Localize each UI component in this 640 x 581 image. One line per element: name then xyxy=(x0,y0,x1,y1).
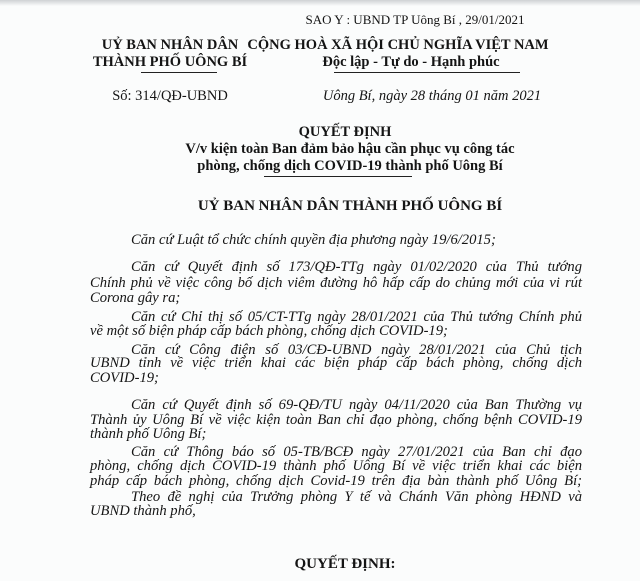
authority: UỶ BAN NHÂN DÂN THÀNH PHỐ UÔNG BÍ xyxy=(197,198,503,214)
subject-line2: phòng, chống dịch COVID-19 thành phố Uông Bí xyxy=(197,158,503,174)
place-date: Uông Bí, ngày 28 tháng 01 năm 2021 xyxy=(322,88,542,104)
basis-line: Thành ủy Uông Bí về việc kiện toàn Ban chỉ đạo phòng, chống bệnh COVID-19 xyxy=(90,412,582,428)
decision-heading: QUYẾT ĐỊNH: xyxy=(294,556,396,572)
basis-line: Theo đề nghị của Trưởng phòng Y tế và Chánh Văn phòng HĐND và xyxy=(131,489,582,505)
document-number: Số: 314/QĐ-UBND xyxy=(112,88,228,104)
basis-line: COVID-19; xyxy=(90,370,159,386)
document-heading: QUYẾT ĐỊNH xyxy=(298,124,392,140)
basis-line: Chính phủ về việc công bố dịch viêm đường hô hấp cấp do chủng mới của vi rút xyxy=(90,275,582,291)
basis-line: UBND thành phố, xyxy=(90,503,196,519)
basis-line: UBND tỉnh về việc triển khai các biện pháp cấp bách phòng, chống dịch xyxy=(90,355,582,371)
copy-stamp: SAO Y : UBND TP Uông Bí , 29/01/2021 xyxy=(305,12,525,27)
motto-underline xyxy=(334,72,520,73)
basis-line: về một số biện pháp cấp bách phòng, chống dịch COVID-19; xyxy=(90,323,448,339)
basis-line: Căn cứ Quyết định số 69-QĐ/TU ngày 04/11/2020 của Ban Thường vụ xyxy=(131,397,582,413)
issuer-line2: THÀNH PHỐ UÔNG BÍ xyxy=(92,54,248,70)
national-title: CỘNG HOÀ XÃ HỘI CHỦ NGHĨA VIỆT NAM xyxy=(247,37,549,53)
subject-underline xyxy=(264,176,412,177)
national-motto: Độc lập - Tự do - Hạnh phúc xyxy=(322,54,500,70)
basis-line: Corona gây ra; xyxy=(90,290,181,306)
issuer-line1: UỶ BAN NHÂN DÂN xyxy=(101,37,239,53)
subject-line1: V/v kiện toàn Ban đảm bảo hậu cần phục vụ công tác xyxy=(185,141,515,157)
scan-edge xyxy=(0,0,640,6)
issuer-underline xyxy=(141,72,217,73)
basis-line: Căn cứ Luật tổ chức chính quyền địa phương ngày 19/6/2015; xyxy=(131,232,496,248)
basis-line: Căn cứ Chỉ thị số 05/CT-TTg ngày 28/01/2021 của Thủ tướng Chính phủ xyxy=(131,309,582,325)
basis-line: thành phố Uông Bí; xyxy=(90,426,207,442)
basis-line: Căn cứ Công điện số 03/CĐ-UBND ngày 28/01/2021 của Chủ tịch xyxy=(131,342,582,358)
basis-line: phòng, chống dịch COVID-19 thành phố Uông Bí về việc triển khai các biện xyxy=(90,458,582,474)
basis-line: pháp cấp bách phòng, chống dịch Covid-19 trên địa bàn thành phố Uông Bí; xyxy=(90,473,582,489)
basis-line: Căn cứ Thông báo số 05-TB/BCĐ ngày 27/01/2021 của Ban chỉ đạo xyxy=(131,444,582,460)
basis-line: Căn cứ Quyết định số 173/QĐ-TTg ngày 01/02/2020 của Thủ tướng xyxy=(131,259,582,275)
